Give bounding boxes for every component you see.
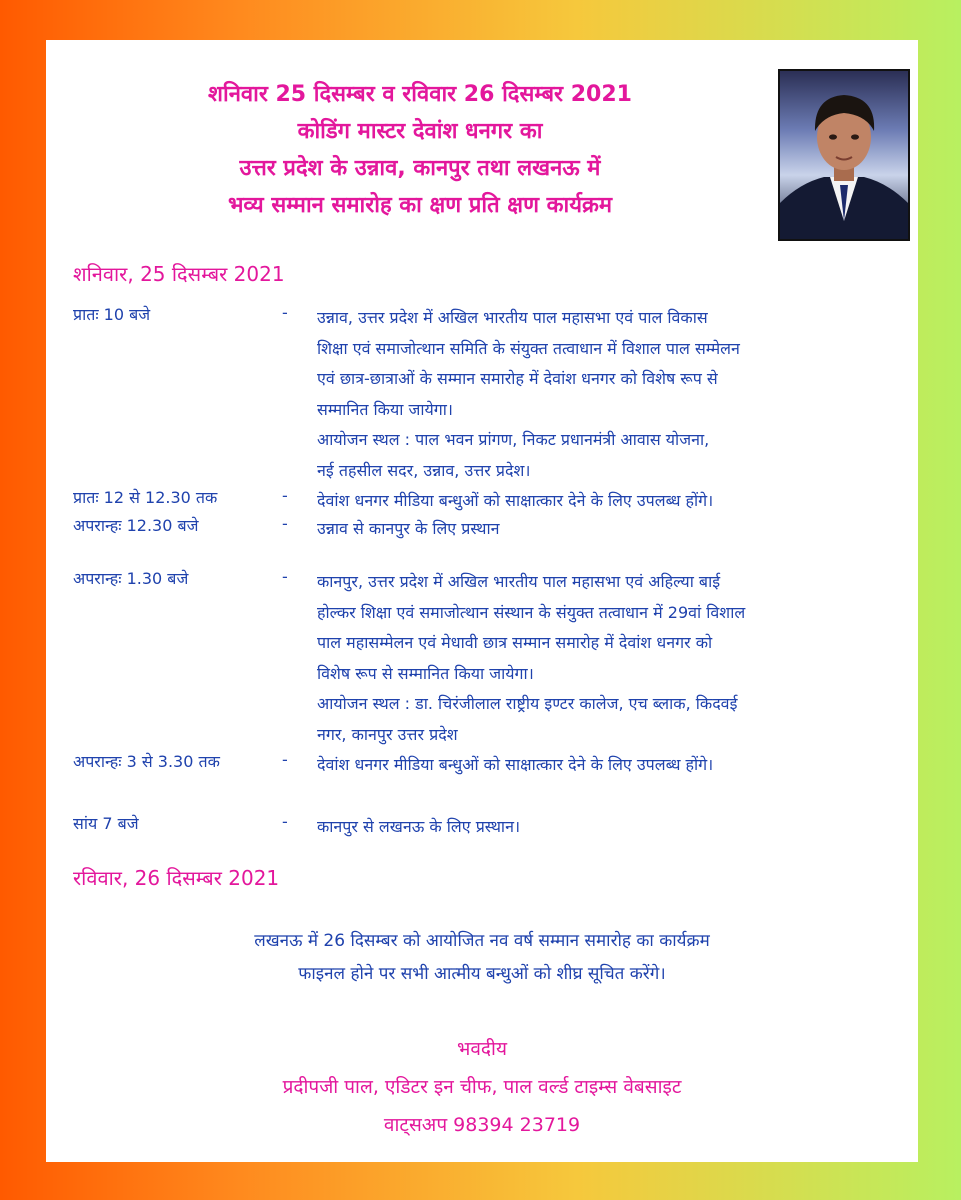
description-line: पाल महासम्मेलन एवं मेधावी छात्र सम्मान समारोह में देवांश धनगर को	[317, 633, 713, 652]
signature-greeting: भवदीय	[457, 1038, 507, 1060]
venue-line: आयोजन स्थल : पाल भवन प्रांगण, निकट प्रधानमंत्री आवास योजना,	[317, 430, 710, 449]
event-description	[317, 812, 917, 843]
event-description	[317, 486, 917, 517]
separator-dash: -	[282, 486, 288, 505]
event-time: सांय 7 बजे	[73, 814, 139, 833]
venue-line: आयोजन स्थल : डा. चिरंजीलाल राष्ट्रीय इण्टर कालेज, एच ब्लाक, किदवई	[317, 694, 738, 713]
description-line: उन्नाव, उत्तर प्रदेश में अखिल भारतीय पाल महासभा एवं पाल विकास	[317, 308, 708, 327]
event-description	[317, 514, 917, 545]
description-line: एवं छात्र-छात्राओं के सम्मान समारोह में देवांश धनगर को विशेष रूप से	[317, 369, 718, 388]
event-description	[317, 750, 917, 781]
portrait-photo-icon	[780, 71, 908, 239]
venue-line: नगर, कानपुर उत्तर प्रदेश	[317, 724, 458, 744]
event-description	[317, 567, 917, 750]
description-line: कानपुर, उत्तर प्रदेश में अखिल भारतीय पाल महासभा एवं अहिल्या बाई	[317, 572, 721, 591]
description-line: देवांश धनगर मीडिया बन्धुओं को साक्षात्कार देने के लिए उपलब्ध होंगे।	[317, 491, 714, 510]
separator-dash: -	[282, 303, 288, 322]
title-line: कोडिंग मास्टर देवांश धनगर का	[297, 119, 543, 144]
title-line: भव्य सम्मान समारोह का क्षण प्रति क्षण कार्यक्रम	[227, 193, 613, 218]
signature-name: प्रदीपजी पाल, एडिटर इन चीफ, पाल वर्ल्ड टाइम्स वेबसाइट	[282, 1076, 682, 1098]
event-time: अपरान्हः 1.30 बजे	[73, 569, 189, 588]
invitation-card	[46, 40, 918, 1162]
separator-dash: -	[282, 567, 288, 586]
description-line: सम्मानित किया जायेगा।	[317, 399, 453, 419]
venue-line: नई तहसील सदर, उन्नाव, उत्तर प्रदेश।	[317, 460, 531, 480]
description-line: शिक्षा एवं समाजोत्थान समिति के संयुक्त तत्वाधान में विशाल पाल सम्मेलन	[317, 338, 740, 358]
note-line: लखनऊ में 26 दिसम्बर को आयोजित नव वर्ष सम्मान समारोह का कार्यक्रम	[254, 931, 710, 951]
day-heading-sunday: रविवार, 26 दिसम्बर 2021	[73, 866, 280, 890]
title-line: शनिवार 25 दिसम्बर व रविवार 26 दिसम्बर 2021	[208, 82, 632, 107]
note-line: फाइनल होने पर सभी आत्मीय बन्धुओं को शीघ्र सूचित करेंगे।	[298, 964, 666, 984]
day-heading-saturday: शनिवार, 25 दिसम्बर 2021	[73, 262, 285, 286]
event-time: अपरान्हः 12.30 बजे	[73, 516, 199, 535]
title-line: उत्तर प्रदेश के उन्नाव, कानपुर तथा लखनऊ में	[239, 156, 601, 181]
description-line: देवांश धनगर मीडिया बन्धुओं को साक्षात्कार देने के लिए उपलब्ध होंगे।	[317, 755, 714, 774]
separator-dash: -	[282, 812, 288, 831]
portrait-photo	[778, 69, 910, 241]
separator-dash: -	[282, 514, 288, 533]
event-time: प्रातः 10 बजे	[73, 305, 151, 324]
description-line: उन्नाव से कानपुर के लिए प्रस्थान	[317, 519, 500, 538]
page-title	[76, 76, 764, 224]
separator-dash: -	[282, 750, 288, 769]
description-line: विशेष रूप से सम्मानित किया जायेगा।	[317, 663, 534, 683]
event-time: अपरान्हः 3 से 3.30 तक	[73, 752, 220, 771]
event-time: प्रातः 12 से 12.30 तक	[73, 488, 218, 507]
description-line: होल्कर शिक्षा एवं समाजोत्थान संस्थान के संयुक्त तत्वाधान में 29वां विशाल	[317, 602, 746, 622]
description-line: कानपुर से लखनऊ के लिए प्रस्थान।	[317, 817, 521, 836]
event-description	[317, 303, 917, 486]
signature-block	[46, 1030, 918, 1144]
sunday-note	[46, 925, 918, 991]
signature-contact: वाट्सअप 98394 23719	[383, 1114, 581, 1136]
